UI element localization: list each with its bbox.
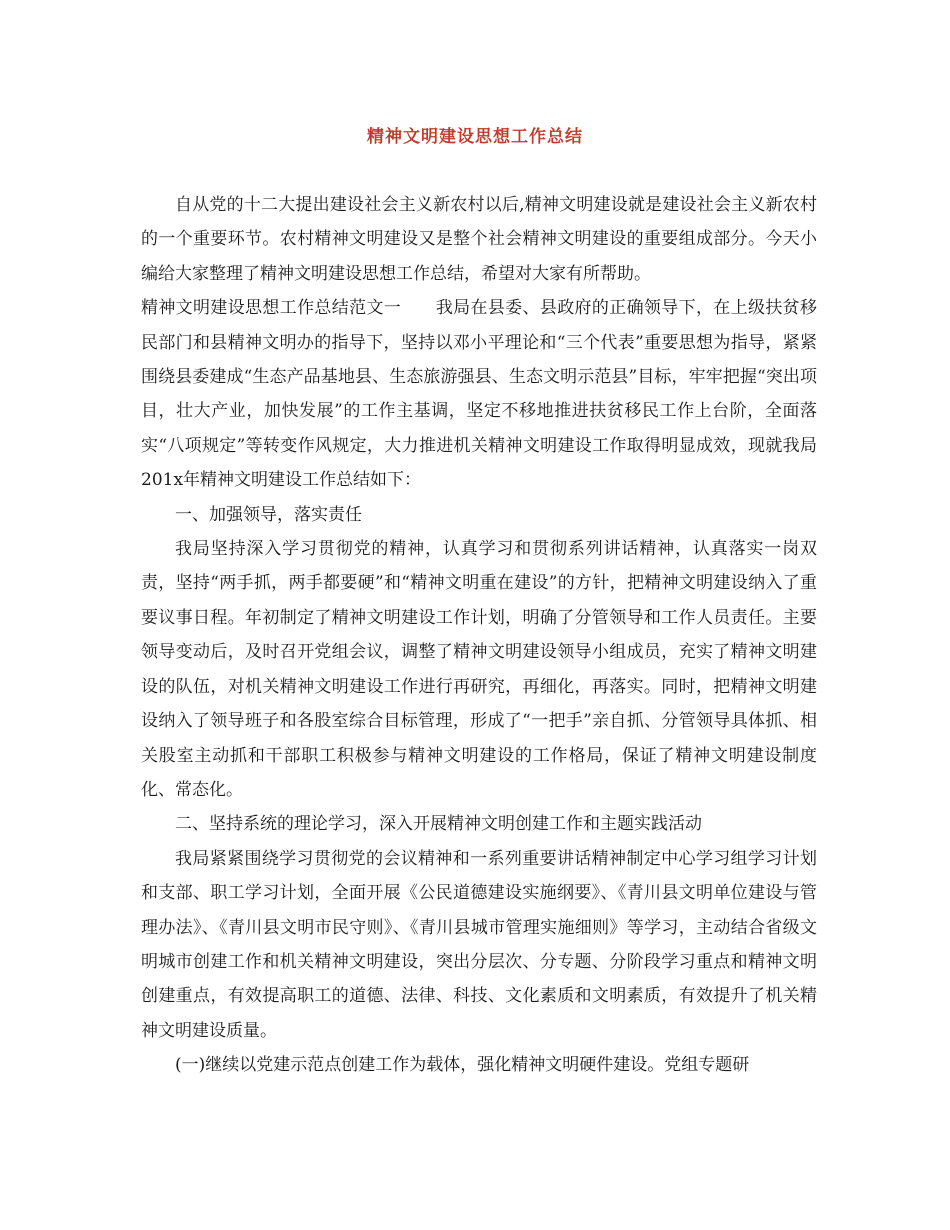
- document-title: 精神文明建设思想工作总结: [367, 127, 583, 147]
- section-heading: 一、加强领导，落实责任: [175, 504, 362, 525]
- section-heading: 二、坚持系统的理论学习，深入开展精神文明创建工作和主题实践活动: [175, 814, 702, 835]
- document-body: [141, 188, 817, 1083]
- paragraph: 自从党的十二大提出建设社会主义新农村以后,精神文明建设就是建设社会主义新农村的一个重要环节。农村精神文明建设又是整个社会精神文明建设的重要组成部分。今天小编给大家整理了精神文明建设思想工作总结，希望对大家有所帮助。: [141, 195, 817, 284]
- paragraph: 我局坚持深入学习贯彻党的精神，认真学习和贯彻系列讲话精神，认真落实一岗双责，坚持“两手抓，两手都要硬”和“精神文明重在建设”的方针，把精神文明建设纳入了重要议事日程。年初制定了精神文明建设工作计划，明确了分管领导和工作人员责任。主要领导变动后，及时召开党组会议，调整了精神文明建设领导小组成员，充实了精神文明建设的队伍，对机关精神文明建设工作进行再研究，再细化，再落实。同时，把精神文明建设纳入了领导班子和各股室综合目标管理，形成了“一把手”亲自抓、分管领导具体抓、相关股室主动抓和干部职工积极参与精神文明建设的工作格局，保证了精神文明建设制度化、常态化。: [141, 539, 817, 800]
- paragraph: (一)继续以党建示范点创建工作为载体，强化精神文明硬件建设。党组专题研: [175, 1055, 750, 1076]
- paragraph: 精神文明建设思想工作总结范文一 我局在县委、县政府的正确领导下，在上级扶贫移民部门和县精神文明办的指导下，坚持以邓小平理论和“三个代表”重要思想为指导，紧紧围绕县委建成“生态产品基地县、生态旅游强县、生态文明示范县”目标，牢牢把握“突出项目，壮大产业，加快发展”的工作主基调，坚定不移地推进扶贫移民工作上台阶，全面落实“八项规定”等转变作风规定，大力推进机关精神文明建设工作取得明显成效，现就我局201x年精神文明建设工作总结如下：: [141, 298, 817, 491]
- paragraph: 我局紧紧围绕学习贯彻党的会议精神和一系列重要讲话精神制定中心学习组学习计划和支部、职工学习计划，全面开展《公民道德建设实施纲要》、《青川县文明单位建设与管理办法》、《青川县文明市民守则》、《青川县城市管理实施细则》等学习，主动结合省级文明城市创建工作和机关精神文明建设，突出分层次、分专题、分阶段学习重点和精神文明创建重点，有效提高职工的道德、法律、科技、文化素质和文明素质，有效提升了机关精神文明建设质量。: [141, 848, 817, 1041]
